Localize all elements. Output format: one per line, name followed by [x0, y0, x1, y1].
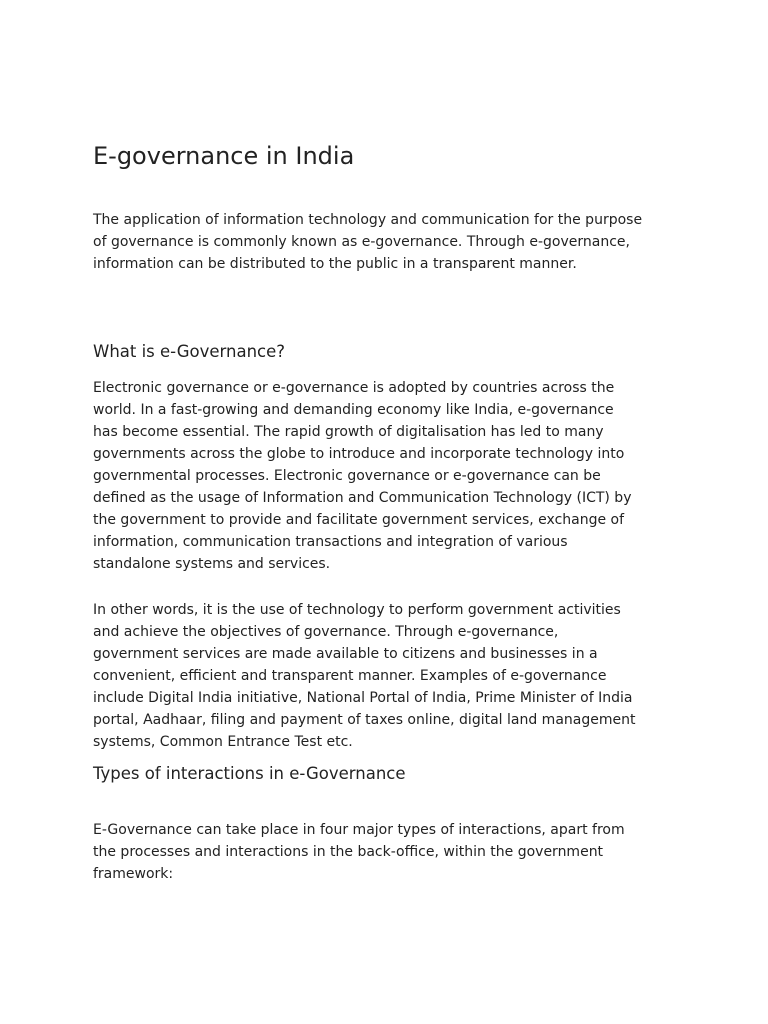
- section-paragraph: In other words, it is the use of technology to perform government activities and achieve the objectives of governance. Through e-governance, government services are made available to citizens and businesses in a convenient, efficient and transparent manner. Examples of e-governance include Digital India initiative, National Portal of India, Prime Minister of India portal, Aadhaar, filing and payment of taxes online, digital land management systems, Common Entrance Test etc.: [93, 602, 636, 750]
- section-paragraph: Electronic governance or e-governance is adopted by countries across the world. In a fast-growing and demanding economy like India, e-governance has become essential. The rapid growth of digitalisation has led to many governments across the globe to introduce and incorporate technology into governmental processes. Electronic governance or e-governance can be defined as the usage of Information and Communication Technology (ICT) by the government to provide and facilitate government services, exchange of information, communication transactions and integration of various standalone systems and services.: [93, 380, 632, 572]
- section-heading-types-of-interactions: Types of interactions in e-Governance: [93, 764, 406, 783]
- section-paragraph: E-Governance can take place in four major types of interactions, apart from the processes and interactions in the back-office, within the government framework:: [93, 822, 625, 882]
- document-title: E-governance in India: [93, 142, 355, 170]
- intro-paragraph: The application of information technology and communication for the purpose of governance is commonly known as e-governance. Through e-governance, information can be distributed to the public in a transparent manner.: [93, 212, 643, 272]
- section-heading-what-is-egovernance: What is e-Governance?: [93, 342, 286, 361]
